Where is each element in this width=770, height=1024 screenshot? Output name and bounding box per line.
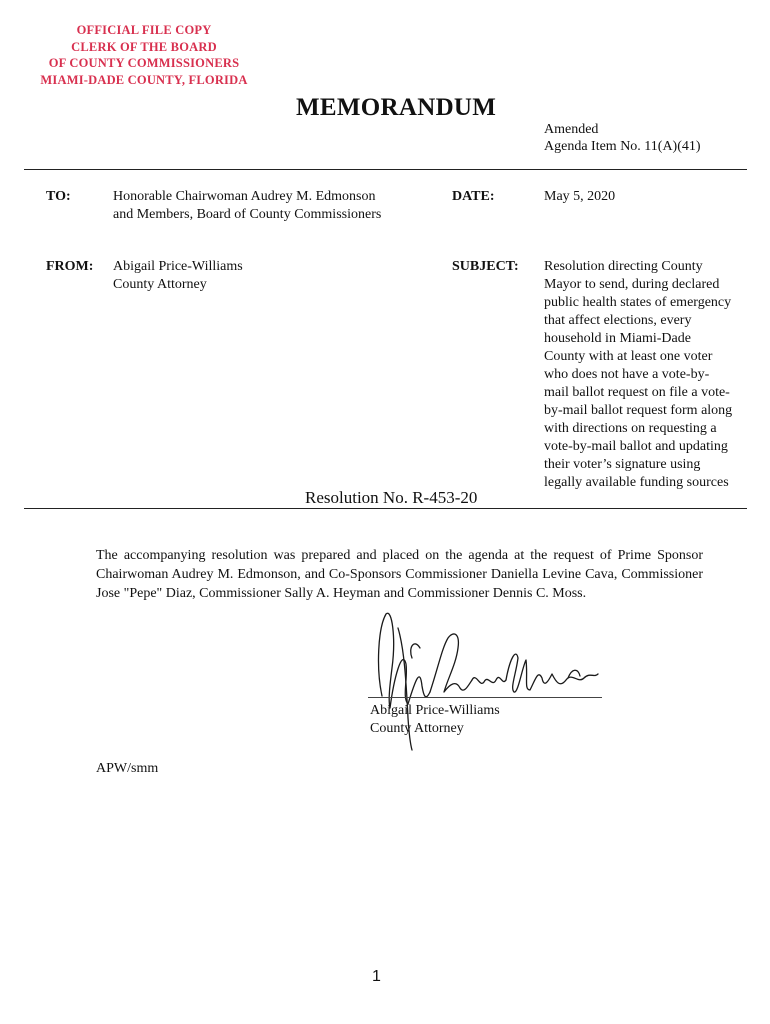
subject-line: that affect elections, every — [544, 313, 692, 328]
from-line-1: Abigail Price-Williams — [113, 259, 243, 274]
signer-title: County Attorney — [370, 721, 464, 736]
from-value — [113, 258, 243, 294]
typist-initials: APW/smm — [96, 761, 159, 776]
date-label: DATE: — [452, 189, 495, 204]
subject-line: household in Miami-Dade — [544, 331, 691, 346]
from-label: FROM: — [46, 259, 94, 274]
subject-divider — [24, 508, 747, 509]
agenda-item-block — [544, 121, 701, 155]
to-label: TO: — [46, 189, 71, 204]
official-file-copy-stamp — [24, 22, 264, 88]
stamp-line-3: OF COUNTY COMMISSIONERS — [48, 56, 240, 70]
agenda-item-number: Agenda Item No. 11(A)(41) — [544, 139, 701, 154]
from-line-2: County Attorney — [113, 277, 207, 292]
stamp-line-1: OFFICIAL FILE COPY — [76, 23, 212, 37]
resolution-number: Resolution No. R-453-20 — [305, 488, 478, 507]
subject-label: SUBJECT: — [452, 259, 519, 274]
memo-title: MEMORANDUM — [296, 94, 497, 121]
header-divider — [24, 169, 747, 170]
memo-body: The accompanying resolution was prepared and placed on the agenda at the request of Prime Sponsor Chairwoman Audrey M. Edmonson, and Co-Sponsors Commissioner Daniella Levine Cava, Commissioner Jose "Pepe" Diaz, Commissioner Sally A. Heyman and Commissioner Dennis C. Moss. — [96, 548, 703, 601]
subject-line: who does not have a vote-by- — [544, 367, 710, 382]
signer-name: Abigail Price-Williams — [370, 703, 500, 718]
subject-line: public health states of emergency — [544, 295, 732, 310]
subject-line: vote-by-mail ballot and updating — [544, 439, 728, 454]
subject-line: by-mail ballot request form along — [544, 403, 733, 418]
subject-line: mail ballot request on file a vote- — [544, 385, 730, 400]
page-number: 1 — [372, 968, 381, 985]
subject-value — [544, 258, 732, 492]
subject-line: County with at least one voter — [544, 349, 713, 364]
subject-line: Mayor to send, during declared — [544, 277, 720, 292]
signature-block — [370, 702, 500, 738]
to-line-2: and Members, Board of County Commissioners — [113, 207, 382, 222]
signature-line — [368, 697, 602, 698]
stamp-line-4: MIAMI-DADE COUNTY, FLORIDA — [40, 72, 248, 87]
to-value — [113, 188, 381, 224]
date-value: May 5, 2020 — [544, 189, 616, 204]
subject-line: their voter’s signature using — [544, 457, 701, 472]
to-line-1: Honorable Chairwoman Audrey M. Edmonson — [113, 189, 376, 204]
subject-line: legally available funding sources — [544, 475, 729, 490]
subject-line: with directions on requesting a — [544, 421, 717, 436]
agenda-amended: Amended — [544, 122, 599, 137]
subject-line: Resolution directing County — [544, 259, 703, 274]
stamp-line-2: CLERK OF THE BOARD — [71, 39, 217, 54]
